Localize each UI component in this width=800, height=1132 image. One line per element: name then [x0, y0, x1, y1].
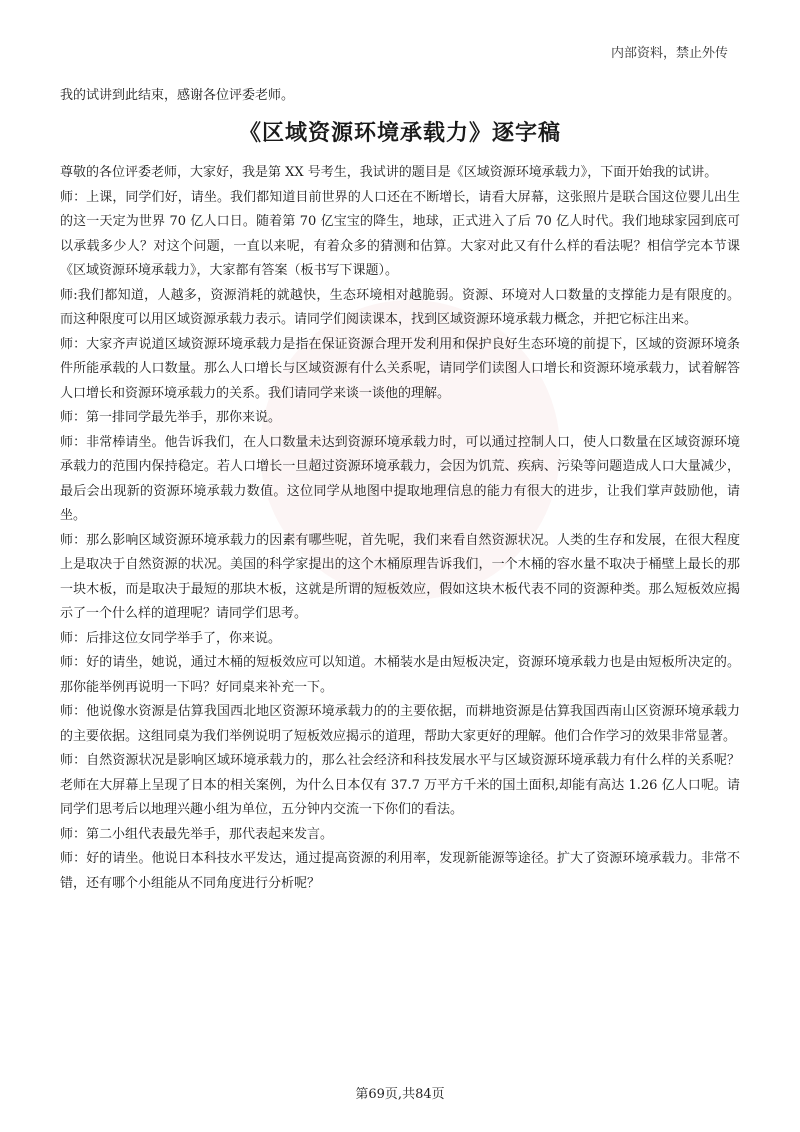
- header-confidential-note: 内部资料，禁止外传: [610, 46, 728, 61]
- paragraph: 师：好的请坐。他说日本科技水平发达，通过提高资源的利用率，发现新能源等途径。扩大了资源环境承载力。非常不错，还有哪个小组能从不同角度进行分析呢？: [60, 851, 740, 891]
- page-number: 第69页,共84页: [355, 1087, 445, 1102]
- paragraph: 师：上课，同学们好，请坐。我们都知道目前世界的人口还在不断增长，请看大屏幕，这张照片是联合国这位婴儿出生的这一天定为世界 70 亿人口日。随着第 70 亿宝宝的降生，地球，正式进入了后 70 亿人时代。我们地球家园到底可以承载多少人？对这个问题，一直以来呢，有着众多的猜测和估算。大家对此又有什么样的看法呢？相信学完本节课《区域资源环境承载力》，大家都有答案（板书写下课题）。: [60, 189, 740, 278]
- paragraph: 师:我们都知道，人越多，资源消耗的就越快，生态环境相对越脆弱。资源、环境对人口数量的支撑能力是有限度的。而这种限度可以用区域资源承载力表示。请同学们阅读课本，找到区域资源环境承载力概念，并把它标注出来。: [60, 287, 740, 327]
- paragraph-list: [60, 161, 740, 896]
- paragraph: 师：那么影响区域资源环境承载力的因素有哪些呢，首先呢，我们来看自然资源状况。人类的生存和发展，在很大程度上是取决于自然资源的状况。美国的科学家提出的这个木桶原理告诉我们，一个木桶的容水量不取决于桶壁上最长的那一块木板，而是取决于最短的那块木板，这就是所谓的短板效应，假如这块木板代表不同的资源种类。那么短板效应揭示了一个什么样的道理呢？请同学们思考。: [60, 532, 740, 621]
- paragraph: 师：后排这位女同学举手了，你来说。: [60, 630, 282, 646]
- paragraph: 师：非常棒请坐。他告诉我们，在人口数量未达到资源环境承载力时，可以通过控制人口，使人口数量在区域资源环境承载力的范围内保持稳定。若人口增长一旦超过资源环境承载力，会因为饥荒、疾病、污染等问题造成人口大量减少，最后会出现新的资源环境承载力数值。这位同学从地图中提取地理信息的能力有很大的进步，让我们掌声鼓励他，请坐。: [60, 434, 740, 523]
- paragraph: 师：第一排同学最先举手，那你来说。: [60, 410, 282, 425]
- paragraph: 师：第二小组代表最先举手，那代表起来发言。: [60, 826, 334, 842]
- document-title: 《区域资源环境承载力》逐字稿: [238, 120, 561, 146]
- paragraph: 师：他说像水资源是估算我国西北地区资源环境承载力的的主要依据，而耕地资源是估算我国西南山区资源环境承载力的主要依据。这组同桌为我们举例说明了短板效应揭示的道理，帮助大家更好的理解。他们合作学习的效果非常显著。: [60, 704, 740, 744]
- paragraph: 师：大家齐声说道区域资源环境承载力是指在保证资源合理开发利用和保护良好生态环境的前提下，区域的资源环境条件所能承载的人口数量。那么人口增长与区域资源有什么关系呢，请同学们读图人口增长和资源环境承载力，试着解答人口增长和资源环境承载力的关系。我们请同学来谈一谈他的理解。: [60, 336, 740, 401]
- paragraph: 师：自然资源状况是影响区域环境承载力的，那么社会经济和科技发展水平与区域资源环境承载力有什么样的关系呢？老师在大屏幕上呈现了日本的相关案例，为什么日本仅有 37.7 万平方千米的国土面积,却能有高达 1.26 亿人口呢。请同学们思考后以地理兴趣小组为单位，五分钟内交流一下你们的看法。: [60, 753, 740, 817]
- paragraph: 尊敬的各位评委老师，大家好，我是第 XX 号考生，我试讲的题目是《区域资源环境承载力》，下面开始我的试讲。: [60, 165, 718, 180]
- paragraph: 师：好的请坐，她说，通过木桶的短板效应可以知道。木桶装水是由短板决定，资源环境承载力也是由短板所决定的。那你能举例再说明一下吗？好同桌来补充一下。: [60, 655, 740, 695]
- document-body: [60, 86, 740, 896]
- closing-line: 我的试讲到此结束，感谢各位评委老师。: [60, 88, 295, 103]
